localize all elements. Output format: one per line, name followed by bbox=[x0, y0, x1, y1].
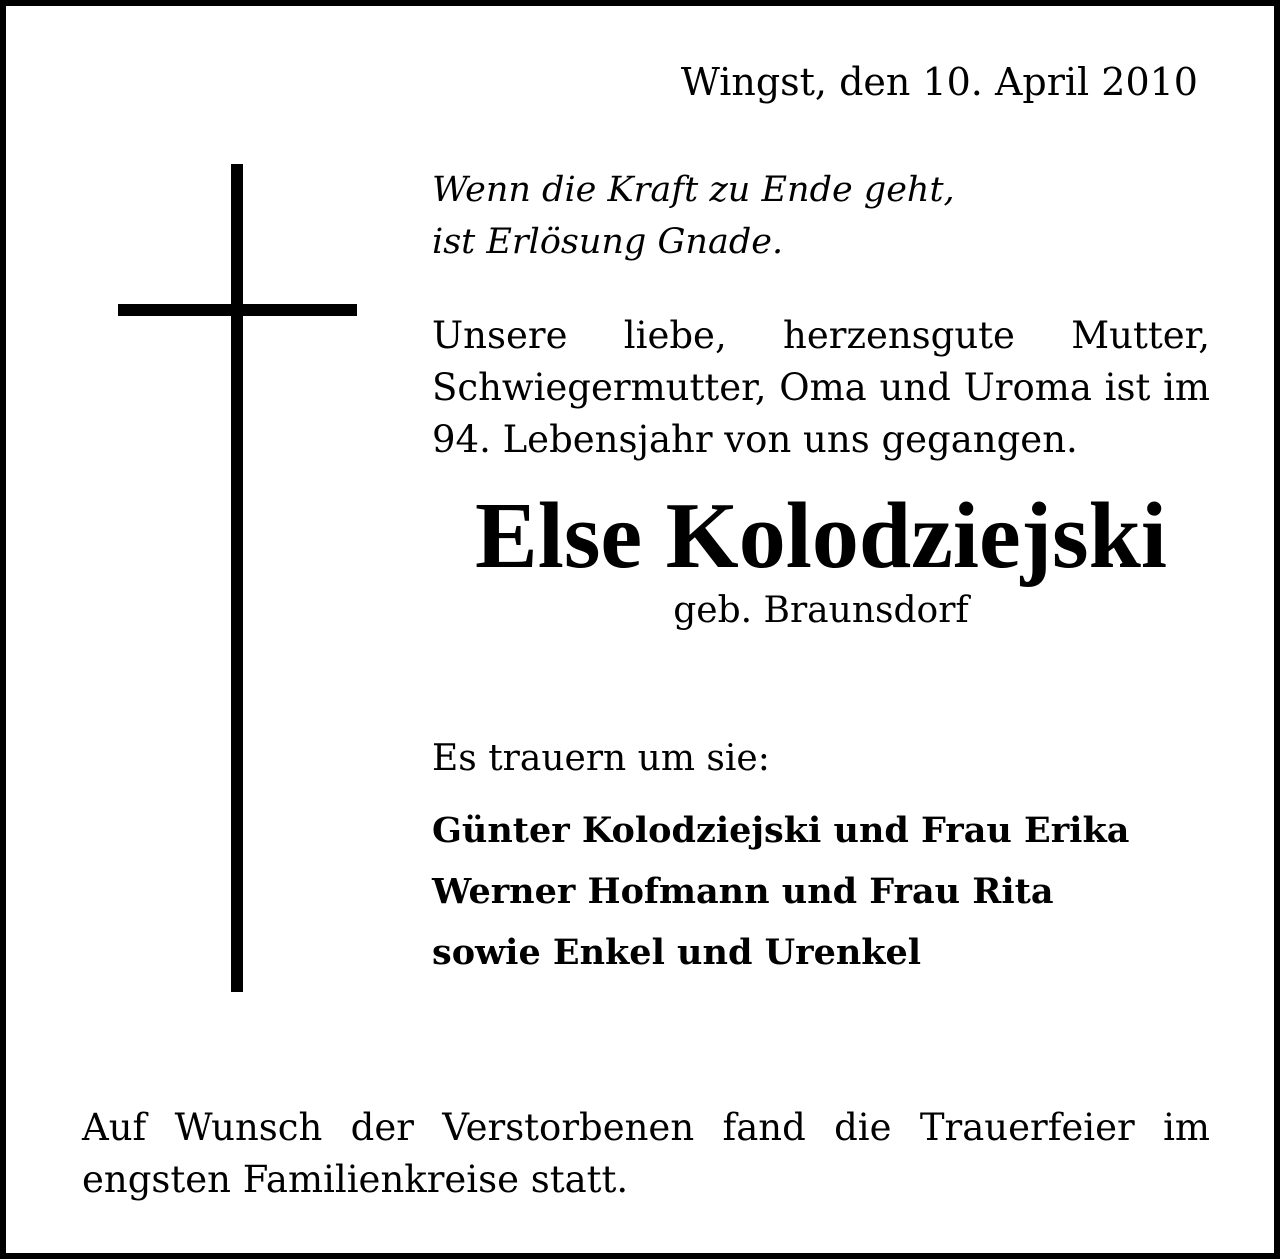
motto-line-1: Wenn die Kraft zu Ende geht, bbox=[432, 170, 955, 210]
main-content bbox=[432, 164, 1210, 983]
funeral-note: Auf Wunsch der Verstorbenen fand die Trauerfeier im engsten Familienkreise statt. bbox=[82, 1106, 1210, 1201]
cross-icon bbox=[231, 164, 243, 992]
death-announcement: Unsere liebe, herzensgute Mutter, Schwiegermutter, Oma und Uroma ist im 94. Lebensjahr von uns gegangen. bbox=[432, 314, 1210, 461]
mourners-intro: Es trauern um sie: bbox=[432, 738, 770, 779]
mourner-entry: sowie Enkel und Urenkel bbox=[432, 932, 922, 973]
mourner-entry: Werner Hofmann und Frau Rita bbox=[432, 871, 1054, 912]
mourner-entry: Günter Kolodziejski und Frau Erika bbox=[432, 810, 1130, 851]
mourners-list bbox=[432, 800, 1210, 983]
motto bbox=[432, 164, 1210, 268]
maiden-name: geb. Braunsdorf bbox=[673, 590, 969, 631]
motto-line-2: ist Erlösung Gnade. bbox=[432, 222, 784, 262]
deceased-name: Else Kolodziejski bbox=[475, 484, 1167, 588]
date-line: Wingst, den 10. April 2010 bbox=[680, 60, 1198, 104]
cross-icon-crossbar bbox=[118, 304, 357, 316]
